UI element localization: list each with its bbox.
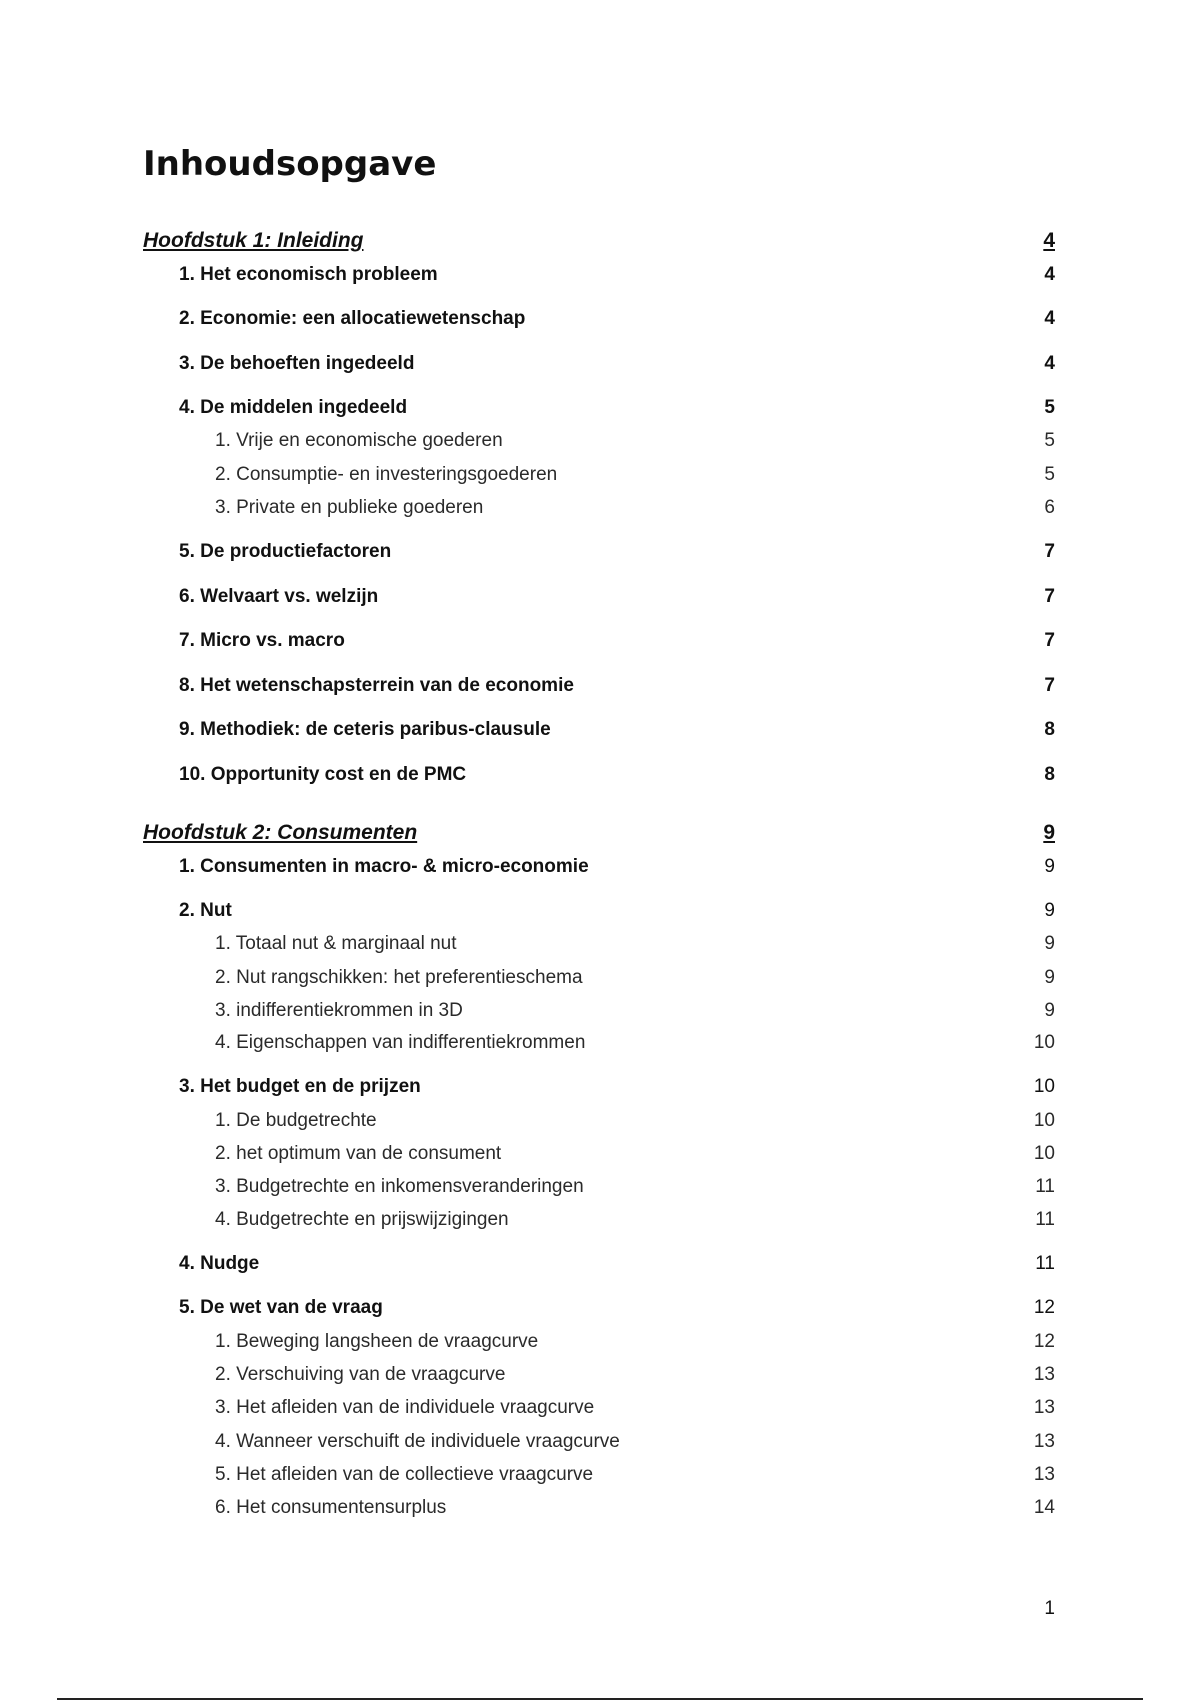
toc-page-number: 12 — [1033, 1297, 1055, 1318]
toc-subsection-label: 5. Het afleiden van de collectieve vraagcurve — [215, 1464, 594, 1485]
toc-page-number: 13 — [1033, 1431, 1055, 1452]
toc-subsection[interactable] — [215, 497, 1055, 523]
toc-section[interactable] — [179, 264, 1055, 290]
toc-page-number: 14 — [1033, 1497, 1055, 1518]
toc-section[interactable] — [179, 586, 1055, 612]
toc-subsection[interactable] — [215, 1464, 1055, 1490]
toc-chapter-label: Hoofdstuk 2: Consumenten — [143, 821, 418, 844]
toc-section-label: 1. Het economisch probleem — [179, 264, 438, 285]
toc-subsection-label: 2. Consumptie- en investeringsgoederen — [215, 464, 558, 485]
toc-page-number: 13 — [1033, 1464, 1055, 1485]
toc-page-number: 10 — [1033, 1143, 1055, 1164]
toc-section-label: 4. De middelen ingedeeld — [179, 397, 408, 418]
toc-subsection[interactable] — [215, 1431, 1055, 1457]
toc-subsection-label: 4. Eigenschappen van indifferentiekrommen — [215, 1032, 586, 1053]
toc-section-label: 9. Methodiek: de ceteris paribus-clausule — [179, 719, 551, 740]
toc-chapter-label: Hoofdstuk 1: Inleiding — [143, 229, 364, 252]
toc-page-number: 7 — [1044, 586, 1055, 607]
toc-page-number: 6 — [1044, 497, 1055, 518]
toc-section-label: 10. Opportunity cost en de PMC — [179, 764, 467, 785]
toc-subsection-label: 4. Budgetrechte en prijswijzigingen — [215, 1209, 509, 1230]
toc-page-number: 7 — [1044, 675, 1055, 696]
toc-page-number: 10 — [1033, 1110, 1055, 1131]
toc-page-number: 8 — [1044, 719, 1055, 740]
toc-section[interactable] — [179, 856, 1055, 882]
toc-page-number: 4 — [1044, 264, 1055, 285]
toc-subsection[interactable] — [215, 1209, 1055, 1235]
toc-section[interactable] — [179, 675, 1055, 701]
toc-subsection[interactable] — [215, 1000, 1055, 1026]
toc-subsection[interactable] — [215, 1176, 1055, 1202]
toc-subsection[interactable] — [215, 1032, 1055, 1058]
toc-subsection-label: 1. Beweging langsheen de vraagcurve — [215, 1331, 539, 1352]
toc-page-number: 9 — [1044, 933, 1055, 954]
toc-section[interactable] — [179, 1297, 1055, 1323]
toc-subsection[interactable] — [215, 1331, 1055, 1357]
toc-subsection-label: 2. Verschuiving van de vraagcurve — [215, 1364, 506, 1385]
toc-section-label: 3. Het budget en de prijzen — [179, 1076, 421, 1097]
toc-section-label: 4. Nudge — [179, 1253, 260, 1274]
toc-page-number: 11 — [1035, 1176, 1055, 1197]
toc-section-label: 1. Consumenten in macro- & micro-economie — [179, 856, 589, 877]
toc-chapter-1[interactable] — [143, 229, 1055, 255]
toc-subsection[interactable] — [215, 1397, 1055, 1423]
toc-page-number: 11 — [1035, 1209, 1055, 1230]
toc-section[interactable] — [179, 353, 1055, 379]
toc-subsection-label: 2. het optimum van de consument — [215, 1143, 502, 1164]
toc-subsection[interactable] — [215, 933, 1055, 959]
toc-subsection-label: 6. Het consumentensurplus — [215, 1497, 447, 1518]
toc-subsection[interactable] — [215, 464, 1055, 490]
toc-section[interactable] — [179, 1076, 1055, 1102]
toc-section-label: 2. Economie: een allocatiewetenschap — [179, 308, 526, 329]
toc-section[interactable] — [179, 308, 1055, 334]
toc-subsection[interactable] — [215, 1497, 1055, 1523]
toc-section[interactable] — [179, 541, 1055, 567]
toc-page-number: 12 — [1033, 1331, 1055, 1352]
toc-page-number: 9 — [1043, 821, 1055, 844]
toc-section-label: 5. De wet van de vraag — [179, 1297, 383, 1318]
toc-subsection[interactable] — [215, 1143, 1055, 1169]
toc-section-label: 5. De productiefactoren — [179, 541, 392, 562]
toc-section-label: 7. Micro vs. macro — [179, 630, 345, 651]
toc-section-label: 2. Nut — [179, 900, 232, 921]
toc-subsection[interactable] — [215, 1110, 1055, 1136]
toc-page-number: 9 — [1044, 967, 1055, 988]
toc-section[interactable] — [179, 397, 1055, 423]
toc-page-number: 9 — [1044, 856, 1055, 877]
toc-subsection[interactable] — [215, 430, 1055, 456]
toc-subsection-label: 1. De budgetrechte — [215, 1110, 377, 1131]
toc-subsection-label: 1. Totaal nut & marginaal nut — [215, 933, 457, 954]
toc-subsection-label: 3. Het afleiden van de individuele vraagcurve — [215, 1397, 595, 1418]
toc-subsection[interactable] — [215, 967, 1055, 993]
toc-page-number: 5 — [1044, 464, 1055, 485]
toc-page-number: 10 — [1033, 1076, 1055, 1097]
toc-subsection-label: 3. Budgetrechte en inkomensveranderingen — [215, 1176, 584, 1197]
toc-page-number: 11 — [1035, 1253, 1055, 1274]
toc-subsection-label: 3. indifferentiekrommen in 3D — [215, 1000, 463, 1021]
toc-page-number: 5 — [1044, 397, 1055, 418]
toc-subsection-label: 4. Wanneer verschuift de individuele vraagcurve — [215, 1431, 620, 1452]
toc-page-number: 4 — [1043, 229, 1055, 252]
toc-subsection-label: 3. Private en publieke goederen — [215, 497, 484, 518]
toc-page-number: 7 — [1044, 630, 1055, 651]
toc-page-number: 4 — [1044, 308, 1055, 329]
page-title: Inhoudsopgave — [143, 144, 437, 184]
toc-page-number: 9 — [1044, 900, 1055, 921]
toc-section[interactable] — [179, 900, 1055, 926]
toc-page-number: 13 — [1033, 1364, 1055, 1385]
toc-page-number: 7 — [1044, 541, 1055, 562]
toc-page-number: 10 — [1033, 1032, 1055, 1053]
page-number-footer: 1 — [1044, 1598, 1055, 1619]
toc-chapter-2[interactable] — [143, 821, 1055, 847]
toc-section[interactable] — [179, 719, 1055, 745]
toc-section-label: 6. Welvaart vs. welzijn — [179, 586, 379, 607]
toc-page-number: 9 — [1044, 1000, 1055, 1021]
toc-subsection-label: 1. Vrije en economische goederen — [215, 430, 503, 451]
toc-page-number: 5 — [1044, 430, 1055, 451]
toc-page-number: 13 — [1033, 1397, 1055, 1418]
toc-section-label: 3. De behoeften ingedeeld — [179, 353, 415, 374]
toc-section[interactable] — [179, 630, 1055, 656]
toc-page-number: 8 — [1044, 764, 1055, 785]
toc-section[interactable] — [179, 1253, 1055, 1279]
toc-page-number: 4 — [1044, 353, 1055, 374]
toc-section-label: 8. Het wetenschapsterrein van de economie — [179, 675, 574, 696]
toc-subsection[interactable] — [215, 1364, 1055, 1390]
toc-subsection-label: 2. Nut rangschikken: het preferentieschema — [215, 967, 583, 988]
toc-section[interactable] — [179, 764, 1055, 790]
